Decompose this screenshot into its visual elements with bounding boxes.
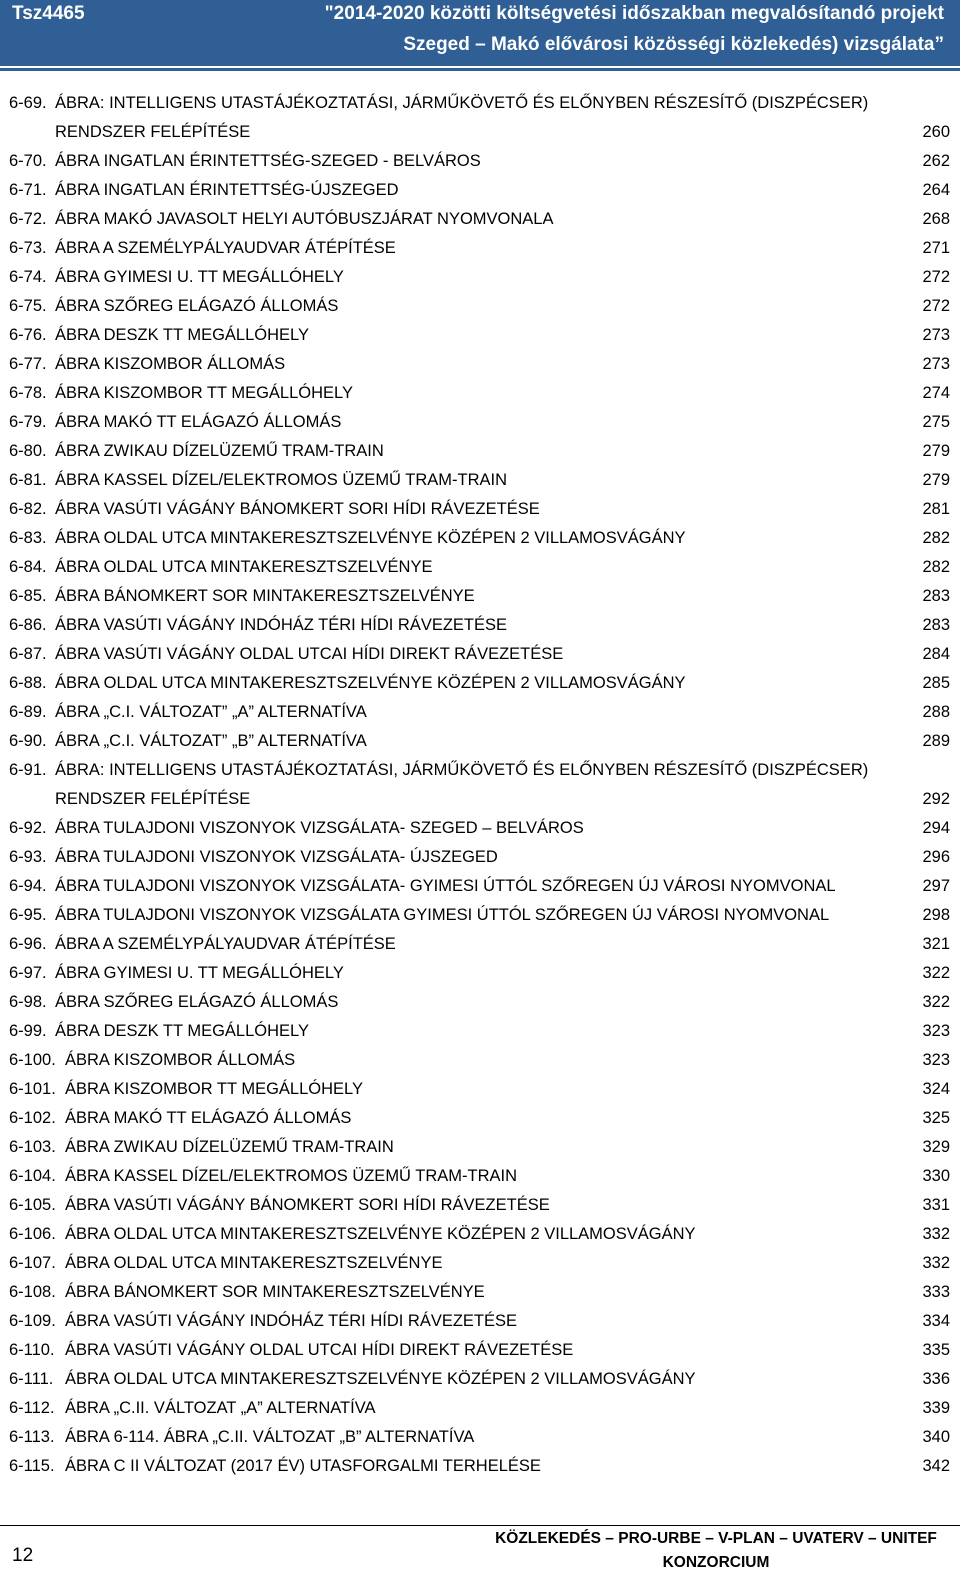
toc-entry-title: ÁBRA OLDAL UTCA MINTAKERESZTSZELVÉNYE — [65, 1254, 443, 1272]
toc-entry-page: 292 — [922, 790, 950, 808]
toc-entry-title: ÁBRA OLDAL UTCA MINTAKERESZTSZELVÉNYE KÖZÉPEN 2 VILLAMOSVÁGÁNY — [65, 1225, 696, 1243]
toc-entry-title-continued: RENDSZER FELÉPÍTÉSE — [55, 790, 251, 808]
toc-entry-number: 6-78. — [9, 384, 47, 402]
toc-entry[interactable] — [0, 669, 960, 698]
toc-entry-page: 285 — [922, 674, 950, 692]
toc-entry-page: 321 — [922, 935, 950, 953]
toc-entry[interactable] — [0, 350, 960, 379]
toc-entry-title: ÁBRA INGATLAN ÉRINTETTSÉG-SZEGED - BELVÁROS — [55, 152, 481, 170]
toc-entry-title: ÁBRA: INTELLIGENS UTASTÁJÉKOZTATÁSI, JÁRMŰKÖVETŐ ÉS ELŐNYBEN RÉSZESÍTŐ (DISZPÉCSER) — [55, 94, 869, 112]
toc-entry-number: 6-106. — [9, 1225, 56, 1243]
toc-entry-number: 6-76. — [9, 326, 47, 344]
toc-entry[interactable] — [0, 1336, 960, 1365]
toc-entry[interactable] — [0, 1249, 960, 1278]
toc-entry-number: 6-115. — [9, 1457, 55, 1475]
toc-entry[interactable] — [0, 437, 960, 466]
toc-entry[interactable] — [0, 1394, 960, 1423]
toc-entry[interactable] — [0, 582, 960, 611]
toc-entry-title: ÁBRA OLDAL UTCA MINTAKERESZTSZELVÉNYE — [55, 558, 433, 576]
toc-entry-title: ÁBRA GYIMESI U. TT MEGÁLLÓHELY — [55, 964, 344, 982]
toc-entry[interactable] — [0, 872, 960, 901]
toc-entry-title: ÁBRA „C.I. VÁLTOZAT” „B” ALTERNATÍVA — [55, 732, 367, 750]
toc-entry-page: 273 — [922, 326, 950, 344]
toc-entry-page: 342 — [922, 1457, 950, 1475]
toc-entry-title: ÁBRA KASSEL DÍZEL/ELEKTROMOS ÜZEMŰ TRAM-TRAIN — [65, 1167, 518, 1185]
toc-entry[interactable] — [0, 89, 960, 147]
toc-entry-page: 325 — [922, 1109, 950, 1127]
toc-entry-number: 6-80. — [9, 442, 47, 460]
toc-entry-page: 264 — [922, 181, 950, 199]
toc-entry-page: 332 — [922, 1225, 950, 1243]
toc-entry[interactable] — [0, 176, 960, 205]
toc-entry-number: 6-74. — [9, 268, 47, 286]
toc-entry-number: 6-75. — [9, 297, 47, 315]
toc-entry-number: 6-108. — [9, 1283, 56, 1301]
consortium-members: KÖZLEKEDÉS – PRO-URBE – V-PLAN – UVATERV – UNITEF — [495, 1530, 937, 1547]
toc-entry[interactable] — [0, 466, 960, 495]
toc-entry[interactable] — [0, 1278, 960, 1307]
toc-entry-title: ÁBRA INGATLAN ÉRINTETTSÉG-ÚJSZEGED — [55, 181, 399, 199]
toc-entry-page: 333 — [922, 1283, 950, 1301]
toc-entry-number: 6-84. — [9, 558, 47, 576]
toc-entry-title: ÁBRA „C.II. VÁLTOZAT „A” ALTERNATÍVA — [65, 1399, 376, 1417]
toc-entry-page: 324 — [922, 1080, 950, 1098]
toc-entry-title: ÁBRA „C.I. VÁLTOZAT” „A” ALTERNATÍVA — [55, 703, 367, 721]
header-title-line2: Szeged – Makó elővárosi közösségi közlekedés) vizsgálata” — [403, 34, 944, 55]
toc-entry[interactable] — [0, 292, 960, 321]
toc-entry-title: ÁBRA VASÚTI VÁGÁNY BÁNOMKERT SORI HÍDI RÁVEZETÉSE — [55, 500, 540, 518]
toc-entry-title: ÁBRA VASÚTI VÁGÁNY INDÓHÁZ TÉRI HÍDI RÁVEZETÉSE — [65, 1312, 518, 1330]
toc-entry[interactable] — [0, 930, 960, 959]
toc-entry-number: 6-87. — [9, 645, 47, 663]
toc-entry[interactable] — [0, 524, 960, 553]
table-of-figures — [0, 89, 960, 1481]
toc-entry-number: 6-88. — [9, 674, 47, 692]
toc-entry-title: ÁBRA TULAJDONI VISZONYOK VIZSGÁLATA GYIMESI ÚTTÓL SZŐREGEN ÚJ VÁROSI NYOMVONAL — [55, 906, 830, 924]
toc-entry[interactable] — [0, 263, 960, 292]
toc-entry-title: ÁBRA VASÚTI VÁGÁNY INDÓHÁZ TÉRI HÍDI RÁVEZETÉSE — [55, 616, 508, 634]
toc-entry-number: 6-72. — [9, 210, 47, 228]
page-header — [0, 0, 960, 66]
consortium-footer — [486, 1527, 946, 1575]
toc-entry-page: 288 — [922, 703, 950, 721]
toc-entry[interactable] — [0, 205, 960, 234]
toc-entry-page: 323 — [922, 1051, 950, 1069]
toc-entry-number: 6-105. — [9, 1196, 56, 1214]
toc-entry[interactable] — [0, 1191, 960, 1220]
toc-entry[interactable] — [0, 756, 960, 814]
page-number: 12 — [12, 1545, 34, 1566]
toc-entry-page: 282 — [922, 529, 950, 547]
toc-entry-title: ÁBRA OLDAL UTCA MINTAKERESZTSZELVÉNYE KÖZÉPEN 2 VILLAMOSVÁGÁNY — [65, 1370, 696, 1388]
toc-entry-number: 6-100. — [9, 1051, 56, 1069]
toc-entry-title: ÁBRA MAKÓ TT ELÁGAZÓ ÁLLOMÁS — [55, 413, 342, 431]
toc-entry[interactable] — [0, 1075, 960, 1104]
toc-entry[interactable] — [0, 1452, 960, 1481]
toc-entry-title: ÁBRA SZŐREG ELÁGAZÓ ÁLLOMÁS — [55, 993, 339, 1011]
toc-entry-number: 6-94. — [9, 877, 47, 895]
toc-entry-title: ÁBRA KISZOMBOR TT MEGÁLLÓHELY — [55, 384, 353, 402]
toc-entry-page: 332 — [922, 1254, 950, 1272]
toc-entry-page: 334 — [922, 1312, 950, 1330]
toc-entry[interactable] — [0, 1365, 960, 1394]
toc-entry-page: 294 — [922, 819, 950, 837]
toc-entry-number: 6-70. — [9, 152, 47, 170]
toc-entry-title: ÁBRA 6-114. ÁBRA „C.II. VÁLTOZAT „B” ALTERNATÍVA — [65, 1428, 475, 1446]
toc-entry-number: 6-97. — [9, 964, 47, 982]
toc-entry-page: 262 — [922, 152, 950, 170]
toc-entry-number: 6-83. — [9, 529, 47, 547]
toc-entry-title: ÁBRA ZWIKAU DÍZELÜZEMŰ TRAM-TRAIN — [65, 1138, 394, 1156]
toc-entry-title: ÁBRA A SZEMÉLYPÁLYAUDVAR ÁTÉPÍTÉSE — [55, 935, 396, 953]
toc-entry[interactable] — [0, 611, 960, 640]
toc-entry-number: 6-113. — [9, 1428, 55, 1446]
toc-entry-page: 281 — [922, 500, 950, 518]
toc-entry-title: ÁBRA: INTELLIGENS UTASTÁJÉKOZTATÁSI, JÁRMŰKÖVETŐ ÉS ELŐNYBEN RÉSZESÍTŐ (DISZPÉCSER) — [55, 761, 869, 779]
toc-entry-title: ÁBRA ZWIKAU DÍZELÜZEMŰ TRAM-TRAIN — [55, 442, 384, 460]
toc-entry-page: 298 — [922, 906, 950, 924]
toc-entry-number: 6-109. — [9, 1312, 56, 1330]
toc-entry-number: 6-71. — [9, 181, 47, 199]
toc-entry[interactable] — [0, 1046, 960, 1075]
toc-entry-number: 6-110. — [9, 1341, 55, 1359]
toc-entry-number: 6-77. — [9, 355, 47, 373]
toc-entry-title-continued: RENDSZER FELÉPÍTÉSE — [55, 123, 251, 141]
toc-entry[interactable] — [0, 698, 960, 727]
toc-entry[interactable] — [0, 901, 960, 930]
toc-entry[interactable] — [0, 1133, 960, 1162]
toc-entry[interactable] — [0, 1307, 960, 1336]
toc-entry-number: 6-89. — [9, 703, 47, 721]
toc-entry[interactable] — [0, 147, 960, 176]
toc-entry[interactable] — [0, 379, 960, 408]
toc-entry-number: 6-91. — [9, 761, 47, 779]
toc-entry-title: ÁBRA TULAJDONI VISZONYOK VIZSGÁLATA- SZEGED – BELVÁROS — [55, 819, 584, 837]
toc-entry-page: 322 — [922, 993, 950, 1011]
toc-entry-title: ÁBRA OLDAL UTCA MINTAKERESZTSZELVÉNYE KÖZÉPEN 2 VILLAMOSVÁGÁNY — [55, 529, 686, 547]
consortium-label: KONZORCIUM — [662, 1554, 770, 1571]
toc-entry-number: 6-103. — [9, 1138, 56, 1156]
toc-entry-page: 329 — [922, 1138, 950, 1156]
toc-entry-number: 6-101. — [9, 1080, 56, 1098]
toc-entry[interactable] — [0, 1017, 960, 1046]
toc-entry-number: 6-69. — [9, 94, 47, 112]
toc-entry-title: ÁBRA MAKÓ JAVASOLT HELYI AUTÓBUSZJÁRAT NYOMVONALA — [55, 210, 554, 228]
toc-entry[interactable] — [0, 727, 960, 756]
toc-entry-title: ÁBRA KISZOMBOR ÁLLOMÁS — [65, 1051, 296, 1069]
toc-entry-title: ÁBRA VASÚTI VÁGÁNY OLDAL UTCAI HÍDI DIREKT RÁVEZETÉSE — [65, 1341, 574, 1359]
toc-entry-page: 279 — [922, 442, 950, 460]
toc-entry-page: 273 — [922, 355, 950, 373]
toc-entry-title: ÁBRA C II VÁLTOZAT (2017 ÉV) UTASFORGALMI TERHELÉSE — [65, 1457, 541, 1475]
toc-entry[interactable] — [0, 234, 960, 263]
toc-entry-number: 6-96. — [9, 935, 47, 953]
toc-entry-page: 272 — [922, 297, 950, 315]
toc-entry[interactable] — [0, 408, 960, 437]
toc-entry[interactable] — [0, 959, 960, 988]
toc-entry-page: 336 — [922, 1370, 950, 1388]
toc-entry-number: 6-86. — [9, 616, 47, 634]
toc-entry-page: 323 — [922, 1022, 950, 1040]
toc-entry-title: ÁBRA GYIMESI U. TT MEGÁLLÓHELY — [55, 268, 344, 286]
toc-entry[interactable] — [0, 321, 960, 350]
toc-entry-page: 260 — [922, 123, 950, 141]
toc-entry[interactable] — [0, 843, 960, 872]
toc-entry-number: 6-79. — [9, 413, 47, 431]
header-divider — [0, 68, 960, 71]
toc-entry-title: ÁBRA BÁNOMKERT SOR MINTAKERESZTSZELVÉNYE — [55, 587, 475, 605]
document-id: Tsz4465 — [12, 3, 85, 24]
toc-entry-number: 6-107. — [9, 1254, 56, 1272]
toc-entry[interactable] — [0, 640, 960, 669]
toc-entry-title: ÁBRA KASSEL DÍZEL/ELEKTROMOS ÜZEMŰ TRAM-TRAIN — [55, 471, 508, 489]
toc-entry-number: 6-111. — [9, 1370, 54, 1388]
toc-entry-number: 6-85. — [9, 587, 47, 605]
footer-divider — [0, 1525, 960, 1526]
toc-entry-number: 6-99. — [9, 1022, 47, 1040]
toc-entry[interactable] — [0, 1104, 960, 1133]
toc-entry-page: 283 — [922, 616, 950, 634]
toc-entry-title: ÁBRA KISZOMBOR TT MEGÁLLÓHELY — [65, 1080, 363, 1098]
toc-entry-title: ÁBRA OLDAL UTCA MINTAKERESZTSZELVÉNYE KÖZÉPEN 2 VILLAMOSVÁGÁNY — [55, 674, 686, 692]
toc-entry-page: 296 — [922, 848, 950, 866]
toc-entry[interactable] — [0, 495, 960, 524]
toc-entry-title: ÁBRA MAKÓ TT ELÁGAZÓ ÁLLOMÁS — [65, 1109, 352, 1127]
toc-entry-page: 271 — [922, 239, 950, 257]
toc-entry-number: 6-92. — [9, 819, 47, 837]
toc-entry[interactable] — [0, 988, 960, 1017]
toc-entry-title: ÁBRA TULAJDONI VISZONYOK VIZSGÁLATA- ÚJSZEGED — [55, 848, 498, 866]
toc-entry-number: 6-104. — [9, 1167, 56, 1185]
toc-entry-page: 289 — [922, 732, 950, 750]
toc-entry-number: 6-90. — [9, 732, 47, 750]
toc-entry-page: 335 — [922, 1341, 950, 1359]
toc-entry[interactable] — [0, 1162, 960, 1191]
header-title-line1: "2014-2020 közötti költségvetési időszakban megvalósítandó projekt — [324, 3, 944, 24]
toc-entry-number: 6-93. — [9, 848, 47, 866]
toc-entry[interactable] — [0, 1220, 960, 1249]
toc-entry[interactable] — [0, 553, 960, 582]
toc-entry-title: ÁBRA SZŐREG ELÁGAZÓ ÁLLOMÁS — [55, 297, 339, 315]
toc-entry-page: 284 — [922, 645, 950, 663]
toc-entry-page: 322 — [922, 964, 950, 982]
toc-entry-number: 6-81. — [9, 471, 47, 489]
toc-entry-title: ÁBRA VASÚTI VÁGÁNY OLDAL UTCAI HÍDI DIREKT RÁVEZETÉSE — [55, 645, 564, 663]
toc-entry[interactable] — [0, 1423, 960, 1452]
toc-entry-title: ÁBRA A SZEMÉLYPÁLYAUDVAR ÁTÉPÍTÉSE — [55, 239, 396, 257]
toc-entry-page: 268 — [922, 210, 950, 228]
toc-entry-page: 272 — [922, 268, 950, 286]
toc-entry-page: 275 — [922, 413, 950, 431]
toc-entry-number: 6-82. — [9, 500, 47, 518]
toc-entry-title: ÁBRA KISZOMBOR ÁLLOMÁS — [55, 355, 286, 373]
toc-entry-title: ÁBRA VASÚTI VÁGÁNY BÁNOMKERT SORI HÍDI RÁVEZETÉSE — [65, 1196, 550, 1214]
toc-entry-number: 6-95. — [9, 906, 47, 924]
toc-entry-page: 339 — [922, 1399, 950, 1417]
toc-entry-page: 297 — [922, 877, 950, 895]
toc-entry[interactable] — [0, 814, 960, 843]
toc-entry-page: 282 — [922, 558, 950, 576]
toc-entry-title: ÁBRA BÁNOMKERT SOR MINTAKERESZTSZELVÉNYE — [65, 1283, 485, 1301]
toc-entry-page: 274 — [922, 384, 950, 402]
toc-entry-number: 6-102. — [9, 1109, 56, 1127]
toc-entry-number: 6-98. — [9, 993, 47, 1011]
toc-entry-page: 330 — [922, 1167, 950, 1185]
toc-entry-title: ÁBRA DESZK TT MEGÁLLÓHELY — [55, 1022, 310, 1040]
toc-entry-page: 279 — [922, 471, 950, 489]
toc-entry-page: 283 — [922, 587, 950, 605]
toc-entry-title: ÁBRA DESZK TT MEGÁLLÓHELY — [55, 326, 310, 344]
toc-entry-page: 340 — [922, 1428, 950, 1446]
toc-entry-title: ÁBRA TULAJDONI VISZONYOK VIZSGÁLATA- GYIMESI ÚTTÓL SZŐREGEN ÚJ VÁROSI NYOMVONAL — [55, 877, 836, 895]
toc-entry-number: 6-73. — [9, 239, 47, 257]
toc-entry-page: 331 — [922, 1196, 950, 1214]
toc-entry-number: 6-112. — [9, 1399, 55, 1417]
